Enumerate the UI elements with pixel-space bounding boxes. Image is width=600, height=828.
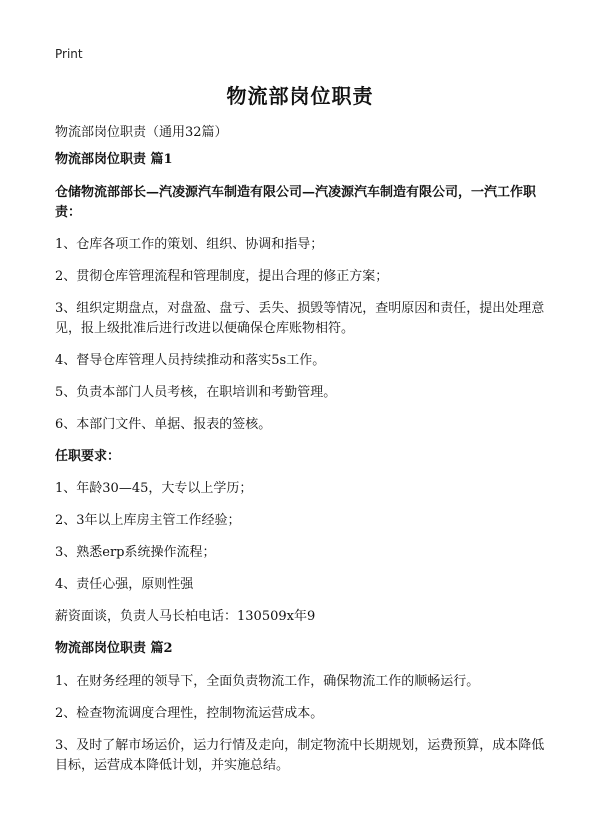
job-intro: 仓储物流部部长—汽凌源汽车制造有限公司—汽凌源汽车制造有限公司，一汽工作职责： (55, 185, 537, 220)
duty-item-2-1: 1、在财务经理的领导下，全面负责物流工作，确保物流工作的顺畅运行。 (55, 674, 480, 689)
requirement-item-4: 4、责任心强，原则性强 (55, 577, 194, 592)
requirements-heading: 任职要求： (55, 449, 121, 464)
document-content (55, 150, 550, 788)
duty-item-2: 2、贯彻仓库管理流程和管理制度，提出合理的修正方案； (55, 269, 389, 284)
duty-item-4: 4、督导仓库管理人员持续推动和落实5s工作。 (55, 353, 326, 368)
duty-item-3: 3、组织定期盘点，对盘盈、盘亏、丢失、损毁等情况，查明原因和责任，提出处理意见，报上级批准后进行改进以便确保仓库账物相符。 (55, 301, 545, 336)
duty-item-2-2: 2、检查物流调度合理性，控制物流运营成本。 (55, 706, 324, 721)
page-title: 物流部岗位职责 (226, 84, 374, 108)
print-label[interactable]: Print (55, 47, 83, 61)
duty-item-2-3: 3、及时了解市场运价，运力行情及走向，制定物流中长期规划，运费预算，成本降低目标，运营成本降低计划，并实施总结。 (55, 738, 545, 773)
duty-item-1: 1、仓库各项工作的策划、组织、协调和指导； (55, 237, 324, 252)
section-heading-2: 物流部岗位职责 篇2 (55, 641, 173, 656)
section-heading-1: 物流部岗位职责 篇1 (55, 152, 173, 167)
document-subtitle: 物流部岗位职责（通用32篇） (55, 125, 228, 140)
duty-item-5: 5、负责本部门人员考核，在职培训和考勤管理。 (55, 385, 337, 400)
requirement-item-1: 1、年龄30—45，大专以上学历； (55, 481, 253, 496)
requirement-item-3: 3、熟悉erp系统操作流程； (55, 545, 216, 560)
duty-item-6: 6、本部门文件、单据、报表的签核。 (55, 417, 272, 432)
requirement-item-2: 2、3年以上库房主管工作经验； (55, 513, 241, 528)
salary-note: 薪资面谈，负责人马长柏电话：130509x年9 (55, 609, 316, 624)
